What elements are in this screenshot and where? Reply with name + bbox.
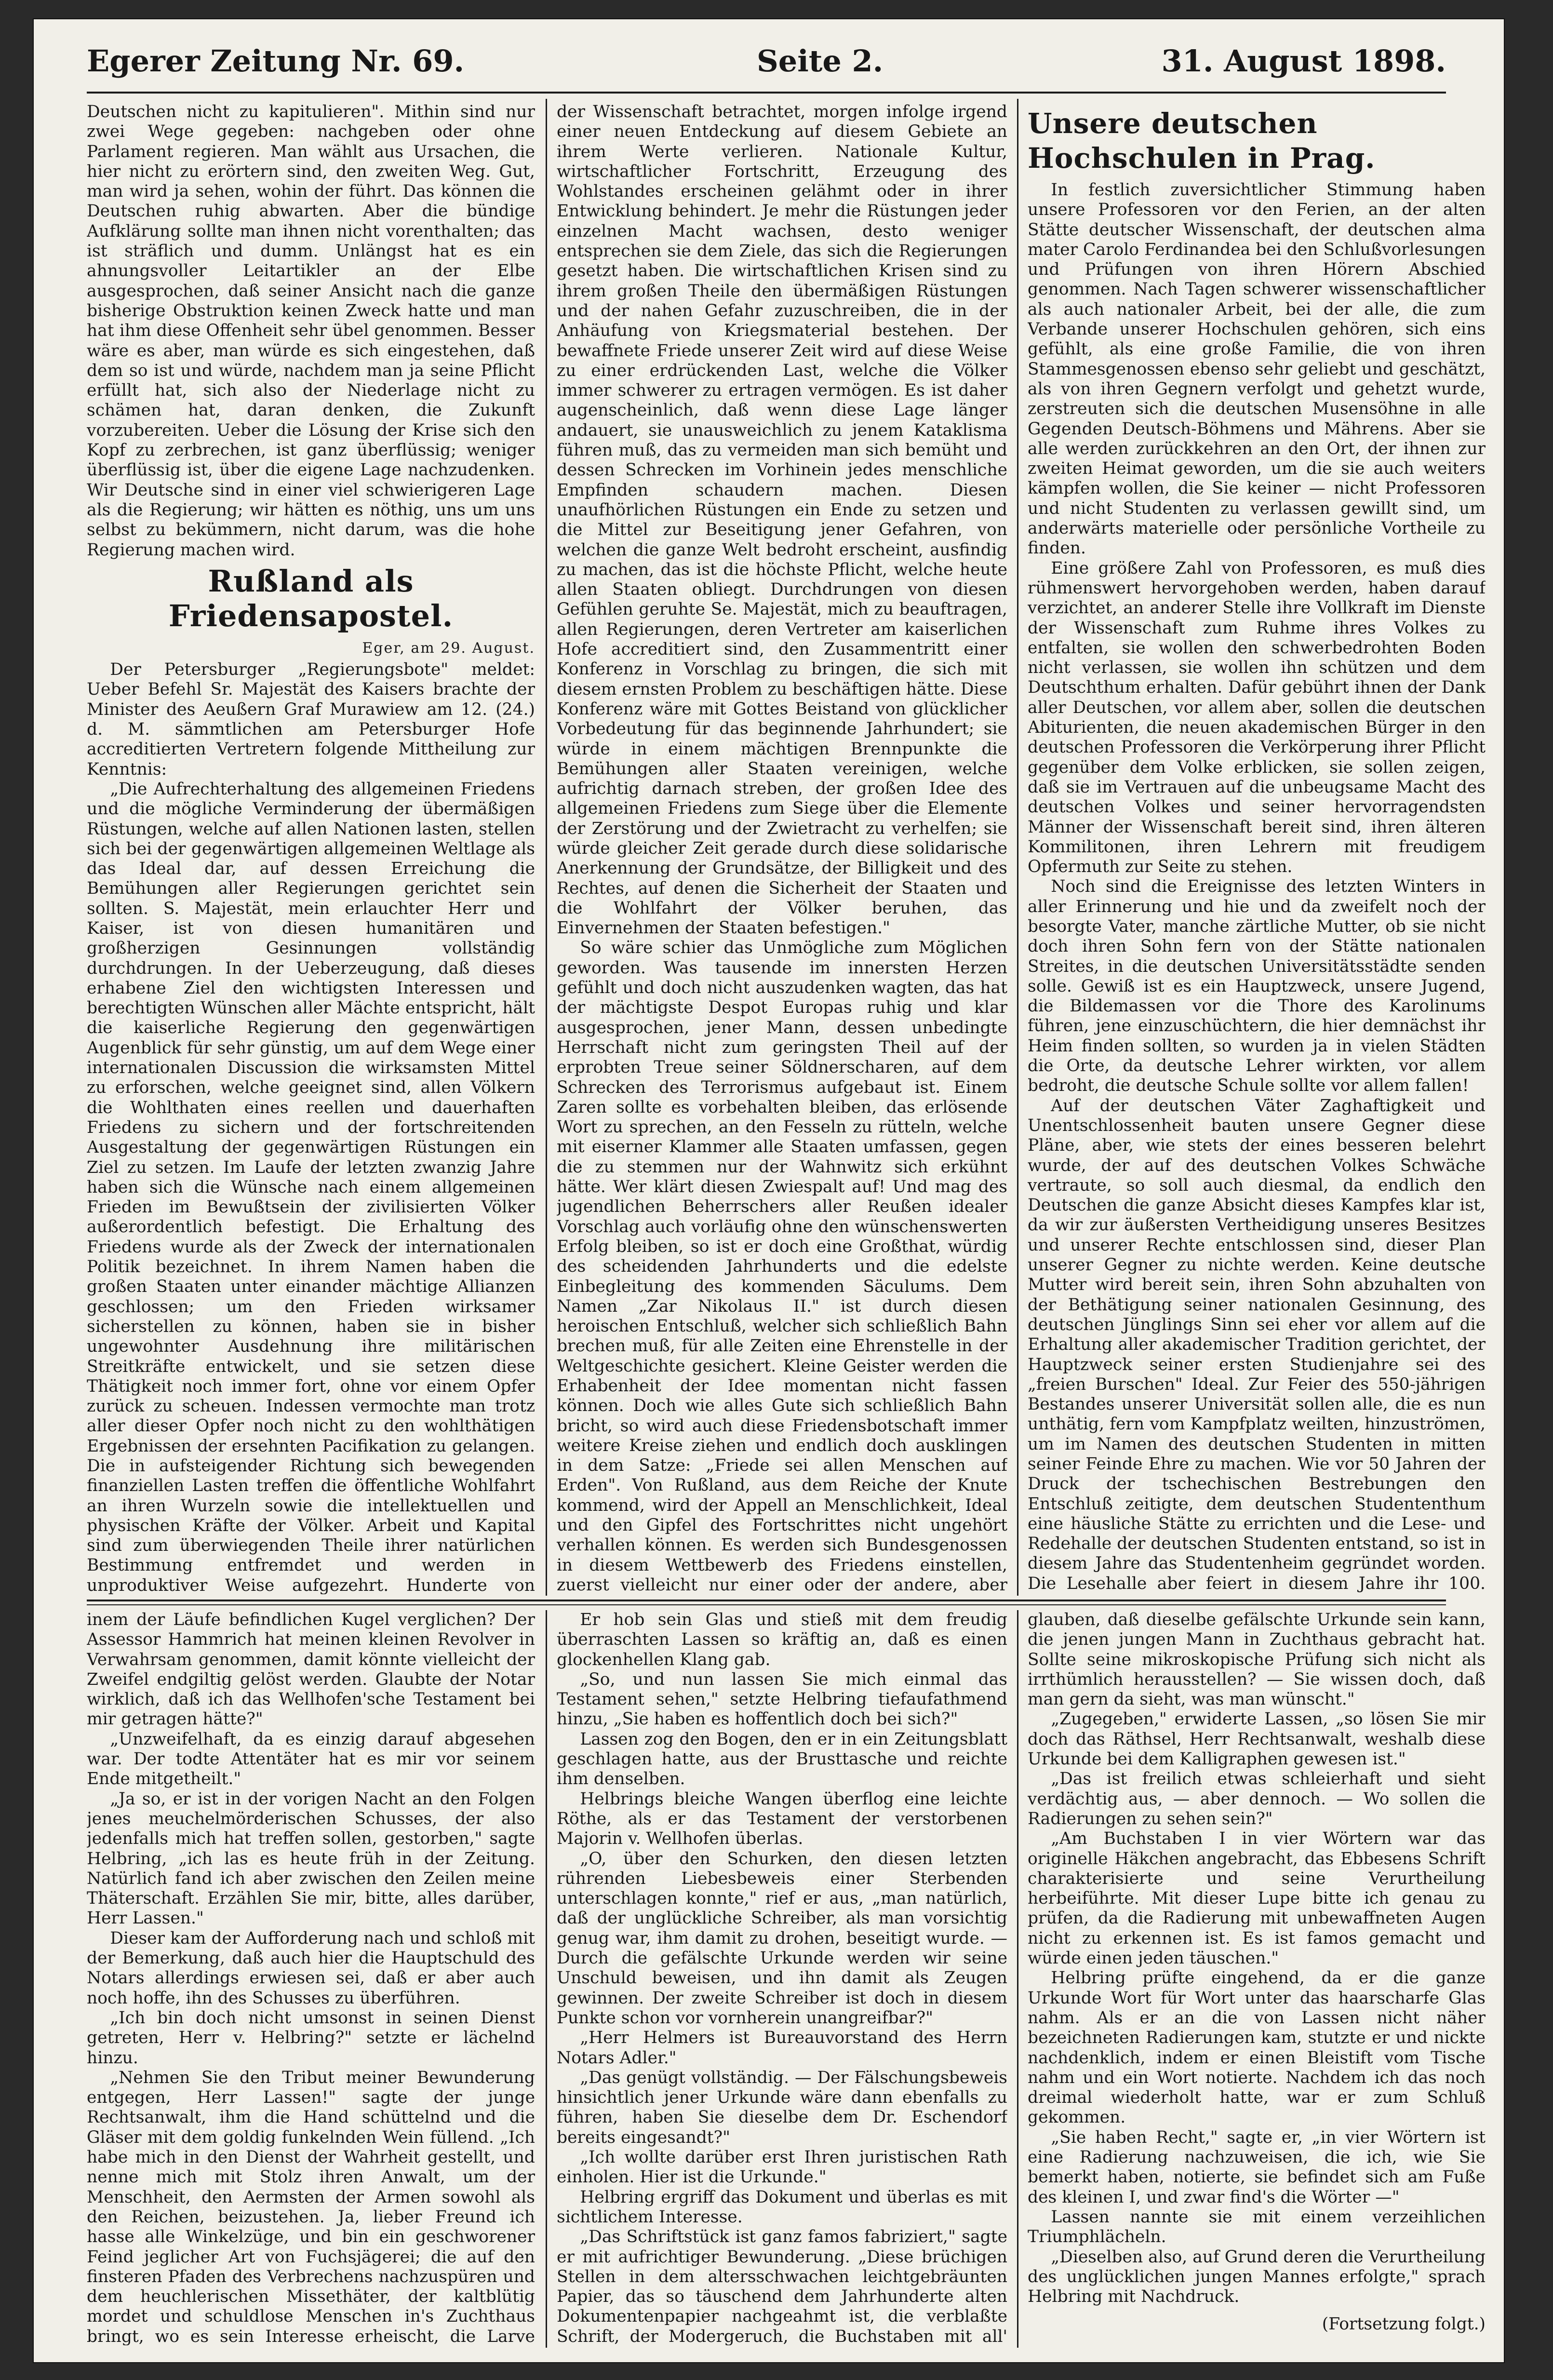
- article-title-russland: Rußland als Friedensapostel.: [168, 563, 454, 633]
- column-russland-continued: [557, 102, 1007, 1594]
- story-paragraph: „Sie haben Recht," sagte er, „in vier Wörtern ist eine Radierung nachzuweisen, die ich, wie Sie bemerkt haben, notierte, sie befindet sich am Fuße des kleinen I, und zwar find's die Wörter —": [1028, 2127, 1486, 2207]
- story-paragraph: Lassen zog den Bogen, den er in ein Zeitungsblatt geschlagen hatte, aus der Brusttasche und reichte ihm denselben.: [557, 1729, 1007, 1789]
- column-rule: [546, 99, 547, 1596]
- article-paragraph: Noch sind die Ereignisse des letzten Winters in aller Erinnerung und hie und da zweifelt noch der besorgte Vater, manche zärtliche Mutter, ob sie nicht doch ihren Sohn fern von der Stätte nationalen Streites, in die deutschen Universitätsstädte senden solle. Gewiß ist es ein Hauptzweck, unsere Jugend, die Bildemassen vor die Thore des Karolinums führen, jene einzuschüchtern, die hier demnächst ihr Heim finden sollten, so wurden ja in vielen Städten die Orte, da deutsche Lehrer wirkten, vor allem bedroht, die deutsche Schule sollte vor allem fallen!: [1028, 877, 1486, 1096]
- article-paragraph: Eine größere Zahl von Professoren, es muß dies rühmenswert hervorgehoben werden, haben darauf verzichtet, an anderer Stelle ihre Vollkraft im Dienste der Wissenschaft zum Ruhme ihres Volkes zu entfalten, sie wollen den schwerbedrohten Boden nicht verlassen, sie wollen ihn schützen und dem Deutschthum erhalten. Dafür gebührt ihnen der Dank aller Deutschen, vor allem aber, sollen die deutschen Abiturienten, die neuen akademischen Bürger in den deutschen Professoren die Verkörperung ihrer Pflicht gegenüber dem Volke erblicken, sie sollen zeigen, daß sie im Vertrauen auf die unbeugsame Macht des deutschen Volkes und seiner hervorragendsten Männer der Wissenschaft bereit sind, ihren älteren Kommilitonen, ihren Lehrern mit freudigem Opfermuth zur Seite zu stehen.: [1028, 558, 1486, 877]
- feuilleton-column: [1028, 1610, 1486, 2345]
- page-header: [87, 43, 1446, 87]
- story-paragraph: glauben, daß dieselbe gefälschte Urkunde sein kann, die jenen jungen Mann in Zuchthaus gebracht hat. Sollte seine mikroskopische Prüfung sich nicht als irrthümlich herausstellen? — Sie wissen doch, daß man gern da sieht, was man wünscht.": [1028, 1610, 1486, 1709]
- story-paragraph: „Ich wollte darüber erst Ihren juristischen Rath einholen. Hier ist die Urkunde.": [557, 2148, 1007, 2187]
- issue-date: 31. August 1898.: [1161, 43, 1446, 79]
- story-paragraph: Helbring prüfte eingehend, da er die ganze Urkunde Wort für Wort unter das haarscharfe Glas nahm. Als er an die von Lassen nicht näher bezeichneten Radierungen kam, stutzte er und nickte nachdenklich, indem er einen Bleistift vom Tische nahm und ein Wort notierte. Nachdem ich das noch dreimal wiederholt hatte, war er zum Schluß gekommen.: [1028, 1968, 1486, 2127]
- story-paragraph: inem der Läufe befindlichen Kugel verglichen? Der Assessor Hammrich hat meinen kleinen Revolver in Verwahrsam genommen, damit könnte vielleicht der Zweifel endgiltig gelöst werden. Glaubte der Notar wirklich, daß ich das Wellhofen'sche Testament bei mir getragen hätte?": [87, 1610, 535, 1729]
- story-paragraph: „Nehmen Sie den Tribut meiner Bewunderung entgegen, Herr Lassen!" sagte der junge Rechtsanwalt, ihm die Hand schüttelnd und die Gläser mit dem goldig funkelnden Wein füllend. „Ich habe mich in den Dienst der Wahrheit gestellt, und nenne mich mit Stolz ihren Anwalt, um der Menschheit, den Aermsten der Armen sowohl als den Reichen, beizustehen. Ja, lieber Freund ich hasse alle Winkelzüge, und bin ein geschworener Feind jeglicher Art von Fuchsjägerei; die auf den finsteren Pfaden des Verbrechens nachzuspüren und dem heuchlerischen Missethäter, der kaltblütig mordet und schuldlose Menschen in's Zuchthaus bringt, wo es sein Interesse erheischt, die Larve: [87, 2068, 535, 2345]
- feuilleton-column: [87, 1610, 535, 2345]
- feuilleton-rule: [87, 1600, 1446, 1601]
- column-rule: [1017, 1610, 1018, 2348]
- story-paragraph: „Herr Helmers ist Bureauvorstand des Herrn Notars Adler.": [557, 2028, 1007, 2068]
- story-paragraph: „Am Buchstaben I in vier Wörtern war das originelle Häkchen angebracht, das Ebbesens Schrift charakterisierte und seine Verurtheilung herbeiführte. Mit dieser Lupe bitte ich genau zu prüfen, da die Radierung mit unbewaffneten Augen nicht zu erkennen ist. Es ist famos gemacht und würde einen jeden täuschen.": [1028, 1829, 1486, 1968]
- article-paragraph: So wäre schier das Unmögliche zum Möglichen geworden. Was tausende im innersten Herzen gefühlt und doch nicht auszudenken wagten, das hat der mächtigste Despot Europas ruhig und klar ausgesprochen, jener Mann, dessen unbedingte Herrschaft nicht zum geringsten Theil auf der erprobten Treue seiner Söldnerscharen, auf dem Schrecken des Terrorismus aufgebaut ist. Einem Zaren sollte es vorbehalten bleiben, das erlösende Wort zu sprechen, an den Fesseln zu rütteln, welche mit eiserner Klammer alle Staaten umfassen, gegen die zu stemmen nur der Wahnwitz sich erkühnt hätte. Wer klärt diesen Zwiespalt auf! Und mag des jugendlichen Beherrschers aller Reußen idealer Vorschlag auch vorläufig ohne den wünschenswerten Erfolg bleiben, so ist er doch eine Großthat, würdig des scheidenden Jahrhunderts und die edelste Einbegleitung des kommenden Säculums. Dem Namen „Zar Nikolaus II." ist durch diesen heroischen Entschluß, welcher sich schließlich Bahn brechen muß, für alle Zeiten eine Ehrenstelle in der Weltgeschichte gesichert. Kleine Geister werden die Erhabenheit der Idee momentan nicht fassen können. Doch wie alles Gute sich schließlich Bahn bricht, so wird auch diese Friedensbotschaft immer weitere Kreise ziehen und endlich doch ausklingen in dem Satze: „Friede sei allen Menschen auf Erden". Von Rußland, aus dem Reiche der Knute kommend, wird der Appell an Menschlichkeit, Ideal und den Gipfel des Fortschrittes nicht ungehört verhallen können. Es werden sich Bundesgenossen in diesem Wettbewerb des Friedens einstellen, zuerst vielleicht nur einer oder der andere, aber: [557, 938, 1007, 1594]
- story-paragraph: „So, und nun lassen Sie mich einmal das Testament sehen," setzte Helbring tiefaufathmend hinzu, „Sie haben es hoffentlich doch bei sich?": [557, 1669, 1007, 1729]
- article-paragraph: Der Petersburger „Regierungsbote" meldet: Ueber Befehl Sr. Majestät des Kaisers brachte der Minister des Aeußern Graf Murawiew am 12. (24.) d. M. sämmtlichen am Petersburger Hofe accreditierten Vertretern folgende Mittheilung zur Kenntnis:: [87, 660, 535, 779]
- story-paragraph: Lassen nannte sie mit einem verzeihlichen Triumphlächeln.: [1028, 2207, 1486, 2247]
- column-rule: [546, 1610, 547, 2348]
- story-paragraph: „Dieselben also, auf Grund deren die Verurtheilung des unglücklichen jungen Mannes erfolgte," sprach Helbring mit Nachdruck.: [1028, 2247, 1486, 2307]
- newspaper-page: [34, 19, 1504, 2362]
- column-rule: [1017, 99, 1018, 1596]
- article-continuation: Deutschen nicht zu kapitulieren". Mithin sind nur zwei Wege gegeben: nachgeben oder ohne Parlament regieren. Man wählt aus Ursachen, die hier nicht zu erörtern sind, den zweiten Weg. Gut, man wird ja sehen, wohin der führt. Das können die Deutschen ruhig abwarten. Aber die bündige Aufklärung sollte man ihnen nicht vorenthalten; das ist sträflich und dumm. Unlängst hat es ein ahnungsvoller Leitartikler an der Elbe ausgesprochen, daß seiner Ansicht nach die ganze bisherige Obstruktion keinen Zweck hatte und man hat ihm diese Offenheit sehr übel genommen. Besser wäre es aber, man würde es sich eingestehen, daß dem so ist und würde, nachdem man ja seine Pflicht erfüllt hat, sich also der Niederlage nicht zu schämen hat, daran denken, die Zukunft vorzubereiten. Ueber die Lösung der Krise sich den Kopf zu zerbrechen, ist ganz überflüssig; weniger überflüssig ist, über die eigene Lage nachzudenken. Wir Deutsche sind in einer viel schwierigeren Lage als die Regierung; wir hätten es nöthig, uns um uns selbst zu bekümmern, nicht darum, was die hohe Regierung machen wird.: [87, 102, 535, 560]
- feuilleton-rule: [87, 1604, 1446, 1605]
- article-paragraph: Auf der deutschen Väter Zaghaftigkeit und Unentschlossenheit bauten unsere Gegner diese Pläne, aber, wie stets der eines besseren belehrt wurde, der auf des deutschen Volkes Schwäche vertraute, so soll auch diesmal, da endlich den Deutschen die ganze Absicht dieses Kampfes klar ist, da wir zur äußersten Vertheidigung unseres Besitzes und unserer Rechte entschlossen sind, dieser Plan unserer Gegner zu nichte werden. Keine deutsche Mutter wird bereit sein, ihren Sohn abzuhalten von der Bethätigung seiner nationalen Gesinnung, des deutschen Jünglings Sinn sei eher vor allem auf die Erhaltung aller akademischer Tradition gerichtet, der Hauptzweck seiner ersten Studienjahre sei des „freien Burschen" Ideal. Zur Feier des 550-jährigen Bestandes unserer Universität sollen alle, die es nun unthätig, fern vom Kampfplatz weilten, hinzuströmen, um im Namen des deutschen Studenten in mitten seiner Feinde Ehre zu machen. Wie vor 50 Jahren der Druck der tschechischen Bestrebungen den Entschluß zeitigte, dem deutschen Studententhum eine häusliche Stätte zu errichten und die Lese- und Redehalle der deutschen Studenten entstand, so ist in diesem Jahre das Studentenheim gegründet worden. Die Lesehalle aber feiert in diesem Jahre ihr 100.: [1028, 1096, 1486, 1593]
- article-dateline: Eger, am 29. August.: [362, 639, 535, 657]
- header-rule: [87, 92, 1446, 94]
- article-paragraph: In festlich zuversichtlicher Stimmung haben unsere Professoren vor den Ferien, an der alten Stätte deutscher Wissenschaft, der deutschen alma mater Carolo Ferdinandea bei den Schlußvorlesungen und Prüfungen von ihren Hörern Abschied genommen. Nach Tagen schwerer wissenschaftlicher als auch nationaler Arbeit, bei der alle, die zum Verbande unserer Hochschulen gehören, sich eins gefühlt, als eine große Familie, die von ihren Stammesgenossen ebenso sehr geliebt und geschätzt, als von ihren Gegnern verfolgt und gehetzt wurde, zerstreuten sich die deutschen Musensöhne in alle Gegenden Deutsch-Böhmens und Mährens. Aber sie alle werden zurückkehren an den Ort, der ihnen zur zweiten Heimat geworden, um die sie auch weiters kämpfen wollen, die Sie keiner — nicht Professoren und nicht Studenten zu verlassen gewillt sind, um anderwärts materielle oder persönliche Vortheile zu finden.: [1028, 180, 1486, 558]
- continuation-note: (Fortsetzung folgt.): [1322, 2314, 1486, 2334]
- article-title-hochschulen: Unsere deutschen Hochschulen in Prag.: [1028, 107, 1376, 175]
- story-paragraph: „Unzweifelhaft, da es einzig darauf abgesehen war. Der todte Attentäter hat es mir vor seinem Ende mitgetheilt.": [87, 1729, 535, 1789]
- column-politics: [87, 102, 535, 1594]
- story-paragraph: „Das genügt vollständig. — Der Fälschungsbeweis hinsichtlich jener Urkunde wäre dann ebenfalls zu führen, haben Sie dieselbe dem Dr. Eschendorf bereits eingesandt?": [557, 2068, 1007, 2147]
- story-paragraph: Er hob sein Glas und stieß mit dem freudig überraschten Lassen so kräftig an, daß es einen glockenhellen Klang gab.: [557, 1610, 1007, 1669]
- story-paragraph: Helbrings bleiche Wangen überflog eine leichte Röthe, als er das Testament der verstorbenen Majorin v. Wellhofen überlas.: [557, 1789, 1007, 1849]
- masthead-issue: Egerer Zeitung Nr. 69.: [87, 43, 465, 79]
- story-paragraph: „Das Schriftstück ist ganz famos fabriziert," sagte er mit aufrichtiger Bewunderung. „Diese brüchigen Stellen in dem altersschwachen leichtgebräunten Papier, das so täuschend dem Jahrhunderte alten Dokumentenpapier nachgeahmt ist, die verblaßte Schrift, der Modergeruch, die Buchstaben mit all': [557, 2227, 1007, 2345]
- page-number: Seite 2.: [757, 43, 884, 79]
- story-paragraph: Helbring ergriff das Dokument und überlas es mit sichtlichem Interesse.: [557, 2187, 1007, 2227]
- article-paragraph: „Die Aufrechterhaltung des allgemeinen Friedens und die mögliche Verminderung der übermäßigen Rüstungen, welche auf allen Nationen lasten, stellen sich bei der gegenwärtigen allgemeinen Weltlage als das Ideal dar, auf dessen Erreichung die Bemühungen aller Regierungen gerichtet sein sollten. S. Majestät, mein erlauchter Herr und Kaiser, ist von diesen humanitären und großherzigen Gesinnungen vollständig durchdrungen. In der Ueberzeugung, daß dieses erhabene Ziel den wichtigsten Interessen und berechtigten Wünschen aller Mächte entspricht, hält die kaiserliche Regierung den gegenwärtigen Augenblick für sehr günstig, um auf dem Wege einer internationalen Discussion die wirksamsten Mittel zu erforschen, welche geeignet sind, allen Völkern die Wohlthaten eines reellen und dauerhaften Friedens zu sichern und der fortschreitenden Ausgestaltung der gegenwärtigen Rüstungen ein Ziel zu setzen. Im Laufe der letzten zwanzig Jahre haben sich die Wünsche nach einem allgemeinen Frieden im Bewußtsein der zivilisierten Völker außerordentlich befestigt. Die Erhaltung des Friedens wurde als der Zweck der internationalen Politik bezeichnet. In ihrem Namen haben die großen Staaten unter einander mächtige Allianzen geschlossen; um den Frieden wirksamer sicherstellen zu können, haben sie in bisher ungewohnter Ausdehnung ihre militärischen Streitkräfte entwickelt, und sie setzen diese Thätigkeit noch immer fort, ohne vor einem Opfer zurück zu scheuen. Indessen vermochte man trotz aller dieser Opfer noch nicht zu den wohlthätigen Ergebnissen der ersehnten Pacifikation zu gelangen. Die in aufsteigender Richtung sich bewegenden finanziellen Lasten treffen die öffentliche Wohlfahrt an ihren Wurzeln sowie die intellektuellen und physischen Kräfte der Völker. Arbeit und Kapital sind zum überwiegenden Theile ihrer natürlichen Bestimmung entfremdet und werden in unproduktiver Weise aufgezehrt. Hunderte von: [87, 779, 535, 1594]
- story-paragraph: „Ich bin doch nicht umsonst in seinen Dienst getreten, Herr v. Helbring?" setzte er lächelnd hinzu.: [87, 2008, 535, 2068]
- article-paragraph: der Wissenschaft betrachtet, morgen infolge irgend einer neuen Entdeckung auf diesem Gebiete an ihrem Werte verlieren. Nationale Kultur, wirtschaftlicher Fortschritt, Erzeugung des Wohlstandes erscheinen gelähmt oder in ihrer Entwicklung behindert. Je mehr die Rüstungen jeder einzelnen Macht wachsen, desto weniger entsprechen sie dem Ziele, das sich die Regierungen gesetzt haben. Die wirtschaftlichen Krisen sind zu ihrem großen Theile den übermäßigen Rüstungen und der nahen Gefahr zuzuschreiben, die in der Anhäufung von Kriegsmaterial bestehen. Der bewaffnete Friede unserer Zeit wird auf diese Weise zu einer erdrückenden Last, welche die Völker immer schwerer zu ertragen vermögen. Es ist daher augenscheinlich, daß wenn diese Lage länger andauert, sie unausweichlich zu jenem Kataklisma führen muß, das zu vermeiden man sich bemüht und dessen Schrecken im Vorhinein jedes menschliche Empfinden schaudern machen. Diesen unaufhörlichen Rüstungen ein Ende zu setzen und die Mittel zur Beseitigung jener Gefahren, von welchen die ganze Welt bedroht erscheint, ausfindig zu machen, das ist die höchste Pflicht, welche heute allen Staaten obliegt. Durchdrungen von diesen Gefühlen geruhte Se. Majestät, mich zu beauftragen, allen Regierungen, deren Vertreter am kaiserlichen Hofe accreditiert sind, den Zusammentritt einer Konferenz in Vorschlag zu bringen, die sich mit diesem ernsten Problem zu beschäftigen hätte. Diese Konferenz wäre mit Gottes Beistand von glücklicher Vorbedeutung für das beginnende Jahrhundert; sie würde in einem mächtigen Brennpunkte die Bemühungen aller Staaten vereinigen, welche aufrichtig darnach streben, der großen Idee des allgemeinen Friedens zum Siege über die Elemente der Zerstörung und der Zwietracht zu verhelfen; sie würde gleicher Zeit gerade durch diese solidarische Anerkennung der Grundsätze, der Billigkeit und des Rechtes, auf denen die Sicherheit der Staaten und die Wohlfahrt der Völker beruhen, das Einvernehmen der Staaten befestigen.": [557, 102, 1007, 938]
- story-paragraph: „O, über den Schurken, den diesen letzten rührenden Liebesbeweis einer Sterbenden unterschlagen konnte," rief er aus, „man natürlich, daß der unglückliche Schreiber, als man vorsichtig genug war, ihm damit zu drohen, beseitigt wurde. — Durch die gefälschte Urkunde werden wir seine Unschuld beweisen, und ihn damit als Zeugen gewinnen. Der zweite Schreiber ist doch in diesem Punkte schon vor vornherein unangreifbar?": [557, 1849, 1007, 2028]
- story-paragraph: „Ja so, er ist in der vorigen Nacht an den Folgen jenes meuchelmörderischen Schusses, der also jedenfalls mich hat treffen sollen, gestorben," sagte Helbring, „ich las es heute früh in der Zeitung. Natürlich fand ich aber zwischen den Zeilen meine Thäterschaft. Erzählen Sie mir, bitte, alles darüber, Herr Lassen.": [87, 1789, 535, 1928]
- column-hochschulen: [1028, 102, 1486, 1594]
- story-paragraph: „Zugegeben," erwiderte Lassen, „so lösen Sie mir doch das Räthsel, Herr Rechtsanwalt, weshalb diese Urkunde bei dem Kalligraphen gewesen ist.": [1028, 1709, 1486, 1769]
- story-paragraph: Dieser kam der Aufforderung nach und schloß mit der Bemerkung, daß auch hier die Hauptschuld des Notars allerdings erwiesen sei, daß er aber auch noch hoffe, ihn des Schusses zu überführen.: [87, 1928, 535, 2008]
- feuilleton-column: [557, 1610, 1007, 2345]
- story-paragraph: „Das ist freilich etwas schleierhaft und sieht verdächtig aus, — aber dennoch. — Wo sollen die Radierungen zu sehen sein?": [1028, 1769, 1486, 1829]
